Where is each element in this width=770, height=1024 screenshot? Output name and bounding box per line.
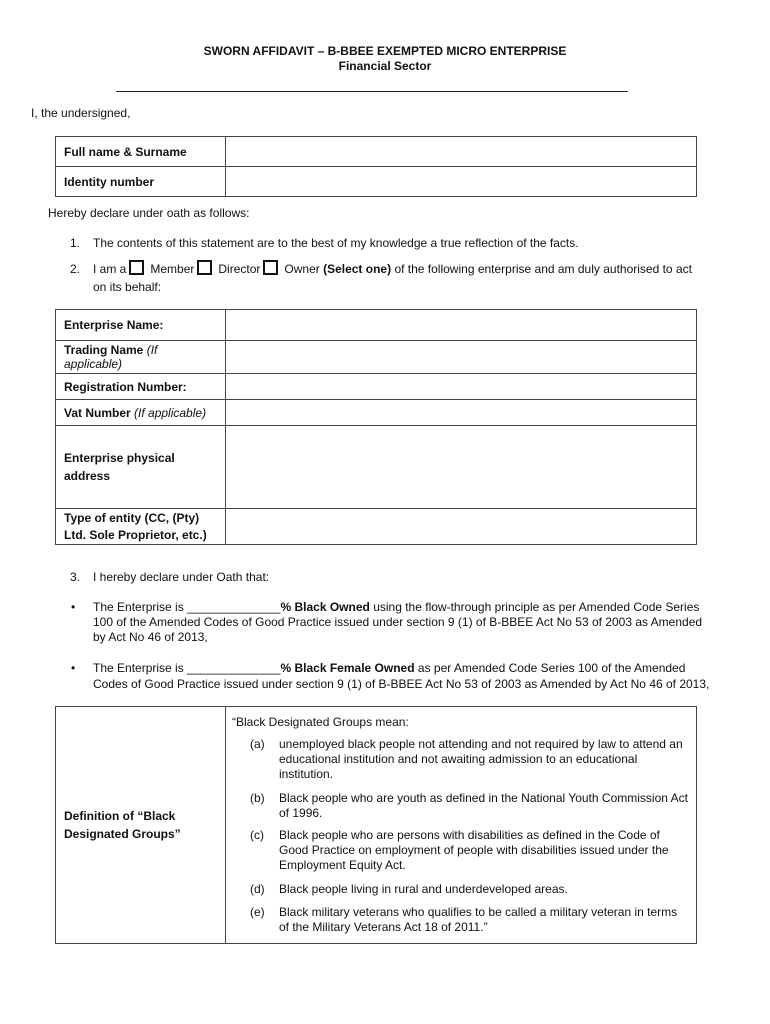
intro-text: I, the undersigned, — [31, 106, 131, 120]
document-header — [0, 44, 770, 74]
item3-text: I hereby declare under Oath that: — [93, 570, 270, 584]
full-name-label: Full name & Surname — [56, 137, 226, 167]
black-owned-term: % Black Owned — [280, 600, 370, 614]
definition-label: Definition of “Black Designated Groups” — [56, 707, 226, 944]
document-title: SWORN AFFIDAVIT – B-BBEE EXEMPTED MICRO ENTERPRISE — [203, 44, 567, 58]
black-female-owned-line2: Codes of Good Practice issued under section 9 (1) of B-BBEE Act No 53 of 2003 as Amended by Act No 46 of 2013, — [93, 677, 710, 691]
identity-number-label: Identity number — [56, 167, 226, 197]
item1-text: The contents of this statement are to the best of my knowledge a true reflection of the facts. — [93, 236, 579, 250]
affidavit-page: SWORN AFFIDAVIT – B-BBEE EXEMPTED MICRO ENTERPRISE Financial Sector I, the undersigned, Full name & Surname Identity number Hereby declare under oath as follows: 1. The contents of this statement are to the best of my knowledge a true reflection of the facts. 2. I am a Member Director Owner (Select one) of the following enterprise and am duly authorised to act on its behalf: Enterprise Name: Trading Name (If applicable) Registration Number: Vat Number (If applicable) Enterprise physical address Type of entity (CC, (Pty) Ltd. Sole Proprietor, etc.) 3. I hereby declare under Oath that: • The Enterprise is ______________% Black Owned using the flow-through principle as per Amended Code Series 100 of the Amended Codes of Good Practice issued under section 9 (1) of B-BBEE Act No 53 of 2003 as Amended by Act No 46 of 2013, • The Enterprise is ______________% Black Female Owned as per Amended Code Series 100 of the Amended Codes of Good Practice issued under section 9 (1) of B-BBEE Act No 53 of 2003 as Amended by Act No 46 of 2013, Definition of “Black Designated Groups” “Black Designated Groups mean: (a) unemployed black people not attending and not required by law to attend an educational institution and not awaiting admission to an educational institution. (b) Black people who are youth as defined in the National Youth Commission Act of 1996. (c) Black people who are persons with disabilities as defined in the Code of Good Practice on employment of people with disabilities issued under the Employment Equity Act. (d) Black people living in rural and underdeveloped areas. (e) Black military veterans who qualifies to be called a military veteran in terms of the Military Veterans Act 18 of 2011.” — [0, 0, 770, 1024]
bullet-icon: • — [71, 600, 76, 614]
full-name-field[interactable] — [226, 137, 697, 167]
item-number: 3. — [70, 570, 81, 584]
owner-label: Owner — [284, 262, 320, 276]
item-number: 2. — [70, 262, 81, 276]
black-owned-line2: 100 of the Amended Codes of Good Practice issued under section 9 (1) of B-BBEE Act No 53 of 2003 as Amended — [93, 615, 703, 629]
director-label: Director — [218, 262, 261, 276]
document-subtitle: Financial Sector — [338, 59, 432, 73]
identity-number-field[interactable] — [226, 167, 697, 197]
vat-number-label: Vat Number (If applicable) — [56, 400, 226, 426]
role-suffix: of the following enterprise and am duly authorised to act — [394, 262, 692, 276]
registration-number-label: Registration Number: — [56, 374, 226, 400]
physical-address-label: Enterprise physical address — [56, 426, 226, 509]
black-female-owned-line1: The Enterprise is ______________% Black Female Owned as per Amended Code Series 100 of the Amended — [93, 661, 686, 675]
item2-line2: on its behalf: — [93, 280, 162, 294]
physical-address-field[interactable] — [226, 426, 697, 509]
black-owned-line3: by Act No 46 of 2013, — [93, 630, 208, 644]
enterprise-name-field[interactable] — [226, 310, 697, 341]
identity-table — [55, 136, 697, 197]
black-female-owned-term: % Black Female Owned — [280, 661, 415, 675]
trading-name-label: Trading Name (If applicable) — [56, 341, 226, 374]
entity-type-label: Type of entity (CC, (Pty) Ltd. Sole Proprietor, etc.) — [56, 509, 226, 545]
item-number: 1. — [70, 236, 81, 250]
declare-line: Hereby declare under oath as follows: — [48, 206, 250, 220]
bullet-icon: • — [71, 661, 76, 675]
definition-heading: “Black Designated Groups mean: — [232, 715, 409, 729]
trading-name-field[interactable] — [226, 341, 697, 374]
enterprise-table — [55, 309, 697, 545]
entity-type-field[interactable] — [226, 509, 697, 545]
role-prefix: I am a — [93, 262, 127, 276]
member-checkbox[interactable] — [129, 260, 144, 275]
vat-number-field[interactable] — [226, 400, 697, 426]
black-owned-line1: The Enterprise is ______________% Black Owned using the flow-through principle as per Amended Code Series — [93, 600, 700, 614]
select-one-note: (Select one) — [323, 262, 392, 276]
registration-number-field[interactable] — [226, 374, 697, 400]
role-selection-line — [93, 260, 692, 277]
owner-checkbox[interactable] — [263, 260, 278, 275]
header-divider — [116, 91, 628, 92]
member-label: Member — [150, 262, 195, 276]
director-checkbox[interactable] — [197, 260, 212, 275]
enterprise-name-label: Enterprise Name: — [56, 310, 226, 341]
